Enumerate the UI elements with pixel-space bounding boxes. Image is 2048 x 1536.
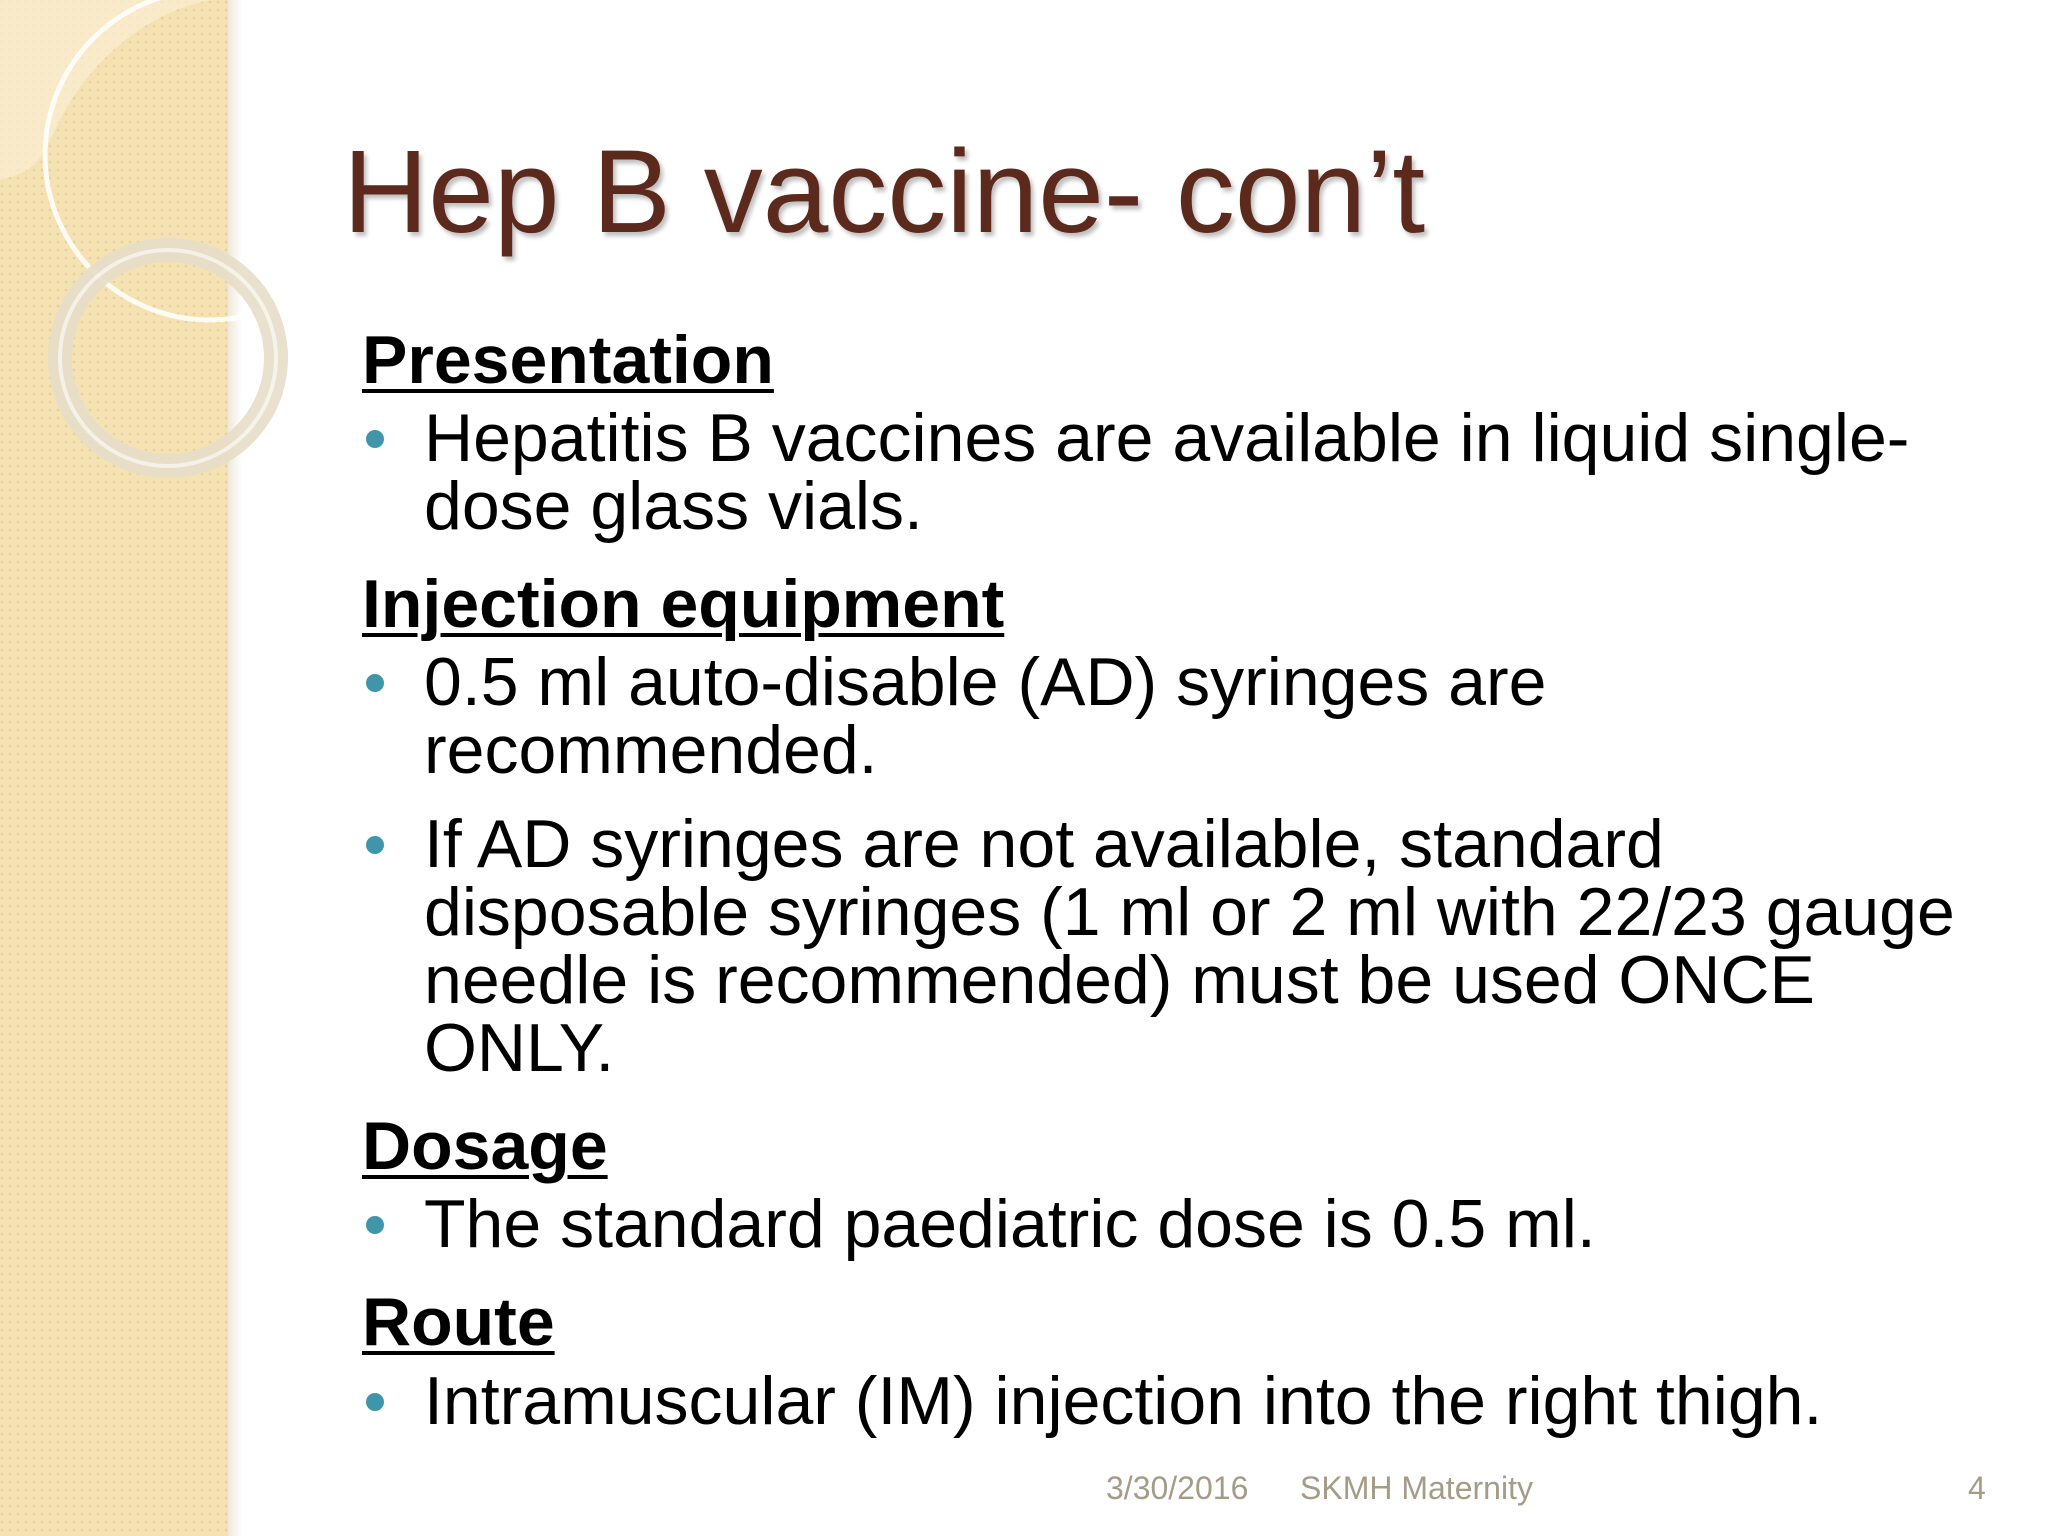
bullet-list — [362, 400, 2002, 545]
band-shadow — [228, 0, 242, 1536]
bullet-dot-icon — [366, 674, 384, 692]
bullet-text: Hepatitis B vaccines are available in liquid single-dose glass vials. — [424, 400, 1910, 545]
bullet-dot-icon — [366, 1216, 384, 1234]
bullet-item — [362, 1362, 2002, 1439]
bullet-text: Intramuscular (IM) injection into the right thigh. — [424, 1362, 1823, 1439]
bullet-dot-icon — [366, 430, 384, 448]
bullet-item — [362, 1186, 2002, 1263]
section-heading: Dosage — [362, 1108, 608, 1185]
bullet-text: 0.5 ml auto-disable (AD) syringes are recommended. — [424, 644, 1547, 789]
bullet-text: The standard paediatric dose is 0.5 ml. — [424, 1186, 1596, 1263]
bullet-list — [362, 1186, 2002, 1263]
section-heading: Presentation — [362, 322, 774, 398]
slide-content — [362, 322, 2002, 1461]
bullet-item — [362, 806, 2002, 1087]
bullet-item — [362, 400, 2002, 545]
slide-title: Hep B vaccine- con’t — [343, 126, 1426, 258]
footer-date: 3/30/2016 — [1106, 1470, 1249, 1506]
footer-text: SKMH Maternity — [1300, 1470, 1533, 1506]
section-heading: Injection equipment — [362, 566, 1005, 643]
bullet-list — [362, 644, 2002, 1087]
bullet-dot-icon — [366, 836, 384, 854]
decorative-side-band — [0, 0, 228, 1536]
bullet-text: If AD syringes are not available, standard disposable syringes (1 ml or 2 ml with 22/23 gauge needle is recommended) must be used ONCE ONLY. — [424, 806, 1955, 1087]
section-heading: Route — [362, 1284, 555, 1361]
slide-number: 4 — [1968, 1470, 1986, 1506]
bullet-dot-icon — [366, 1393, 384, 1411]
bullet-list — [362, 1362, 2002, 1439]
bullet-item — [362, 644, 2002, 789]
